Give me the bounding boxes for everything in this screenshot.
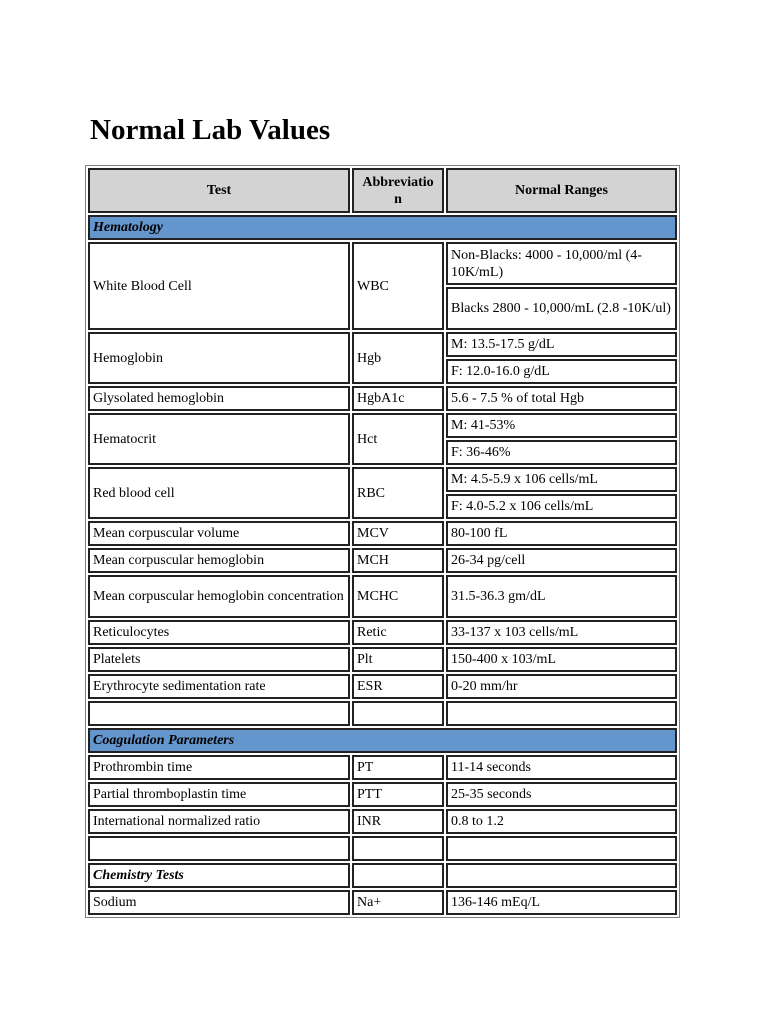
test-name: Mean corpuscular volume: [88, 521, 350, 546]
normal-range: 31.5-36.3 gm/dL: [446, 575, 677, 618]
test-name: Platelets: [88, 647, 350, 672]
test-abbreviation: MCHC: [352, 575, 444, 618]
test-name: Reticulocytes: [88, 620, 350, 645]
table-row: [88, 548, 677, 573]
header-abbreviation: Abbreviatio n: [352, 168, 444, 213]
section-row-chemistry: [88, 863, 677, 888]
blank-cell: [88, 701, 350, 726]
blank-cell: [88, 836, 350, 861]
test-abbreviation: MCH: [352, 548, 444, 573]
normal-range: F: 36-46%: [446, 440, 677, 465]
normal-range: 150-400 x 103/mL: [446, 647, 677, 672]
blank-row: [88, 836, 677, 861]
section-label-hematology: Hematology: [88, 215, 677, 240]
test-name: Hematocrit: [88, 413, 350, 465]
table-row: [88, 782, 677, 807]
normal-range: 11-14 seconds: [446, 755, 677, 780]
header-test: Test: [88, 168, 350, 213]
normal-range: 25-35 seconds: [446, 782, 677, 807]
table-row: [88, 809, 677, 834]
normal-range: Blacks 2800 - 10,000/mL (2.8 -10K/ul): [446, 287, 677, 330]
blank-cell: [352, 836, 444, 861]
test-abbreviation: RBC: [352, 467, 444, 519]
table-row: [88, 575, 677, 618]
table-row: [88, 674, 677, 699]
test-name: Hemoglobin: [88, 332, 350, 384]
test-name: Mean corpuscular hemoglobin concentration: [88, 575, 350, 618]
test-name: Prothrombin time: [88, 755, 350, 780]
test-abbreviation: Na+: [352, 890, 444, 915]
test-abbreviation: Retic: [352, 620, 444, 645]
table-row: [88, 755, 677, 780]
table-row: [88, 467, 677, 492]
section-row-hematology: [88, 215, 677, 240]
section-row-coagulation: [88, 728, 677, 753]
header-normal-ranges: Normal Ranges: [446, 168, 677, 213]
normal-range: F: 4.0-5.2 x 106 cells/mL: [446, 494, 677, 519]
page-title: Normal Lab Values: [90, 114, 331, 146]
blank-cell: [446, 836, 677, 861]
test-abbreviation: INR: [352, 809, 444, 834]
test-abbreviation: HgbA1c: [352, 386, 444, 411]
normal-range: 80-100 fL: [446, 521, 677, 546]
blank-cell: [446, 863, 677, 888]
test-abbreviation: Plt: [352, 647, 444, 672]
test-name: Sodium: [88, 890, 350, 915]
test-name: Red blood cell: [88, 467, 350, 519]
table-row: [88, 386, 677, 411]
blank-row: [88, 701, 677, 726]
test-abbreviation: PT: [352, 755, 444, 780]
normal-range: 5.6 - 7.5 % of total Hgb: [446, 386, 677, 411]
normal-range: 136-146 mEq/L: [446, 890, 677, 915]
test-abbreviation: PTT: [352, 782, 444, 807]
table-row: [88, 620, 677, 645]
test-abbreviation: ESR: [352, 674, 444, 699]
section-label-coagulation: Coagulation Parameters: [88, 728, 677, 753]
table-row: [88, 413, 677, 438]
blank-cell: [446, 701, 677, 726]
blank-cell: [352, 863, 444, 888]
normal-range: 0.8 to 1.2: [446, 809, 677, 834]
table-row: [88, 332, 677, 357]
test-name: International normalized ratio: [88, 809, 350, 834]
section-label-chemistry: Chemistry Tests: [88, 863, 350, 888]
table-row: [88, 242, 677, 285]
normal-range: 33-137 x 103 cells/mL: [446, 620, 677, 645]
test-abbreviation: Hct: [352, 413, 444, 465]
normal-range: M: 13.5-17.5 g/dL: [446, 332, 677, 357]
normal-range: 0-20 mm/hr: [446, 674, 677, 699]
test-abbreviation: MCV: [352, 521, 444, 546]
test-name: Erythrocyte sedimentation rate: [88, 674, 350, 699]
table-row: [88, 890, 677, 915]
normal-range: M: 41-53%: [446, 413, 677, 438]
normal-range: 26-34 pg/cell: [446, 548, 677, 573]
normal-range: Non-Blacks: 4000 - 10,000/ml (4-10K/mL): [446, 242, 677, 285]
table-header-row: [88, 168, 677, 213]
test-name: Mean corpuscular hemoglobin: [88, 548, 350, 573]
test-abbreviation: Hgb: [352, 332, 444, 384]
test-name: White Blood Cell: [88, 242, 350, 330]
lab-values-table: [85, 165, 680, 918]
normal-range: M: 4.5-5.9 x 106 cells/mL: [446, 467, 677, 492]
test-abbreviation: WBC: [352, 242, 444, 330]
table-row: [88, 521, 677, 546]
table-row: [88, 647, 677, 672]
blank-cell: [352, 701, 444, 726]
test-name: Partial thromboplastin time: [88, 782, 350, 807]
test-name: Glysolated hemoglobin: [88, 386, 350, 411]
normal-range: F: 12.0-16.0 g/dL: [446, 359, 677, 384]
